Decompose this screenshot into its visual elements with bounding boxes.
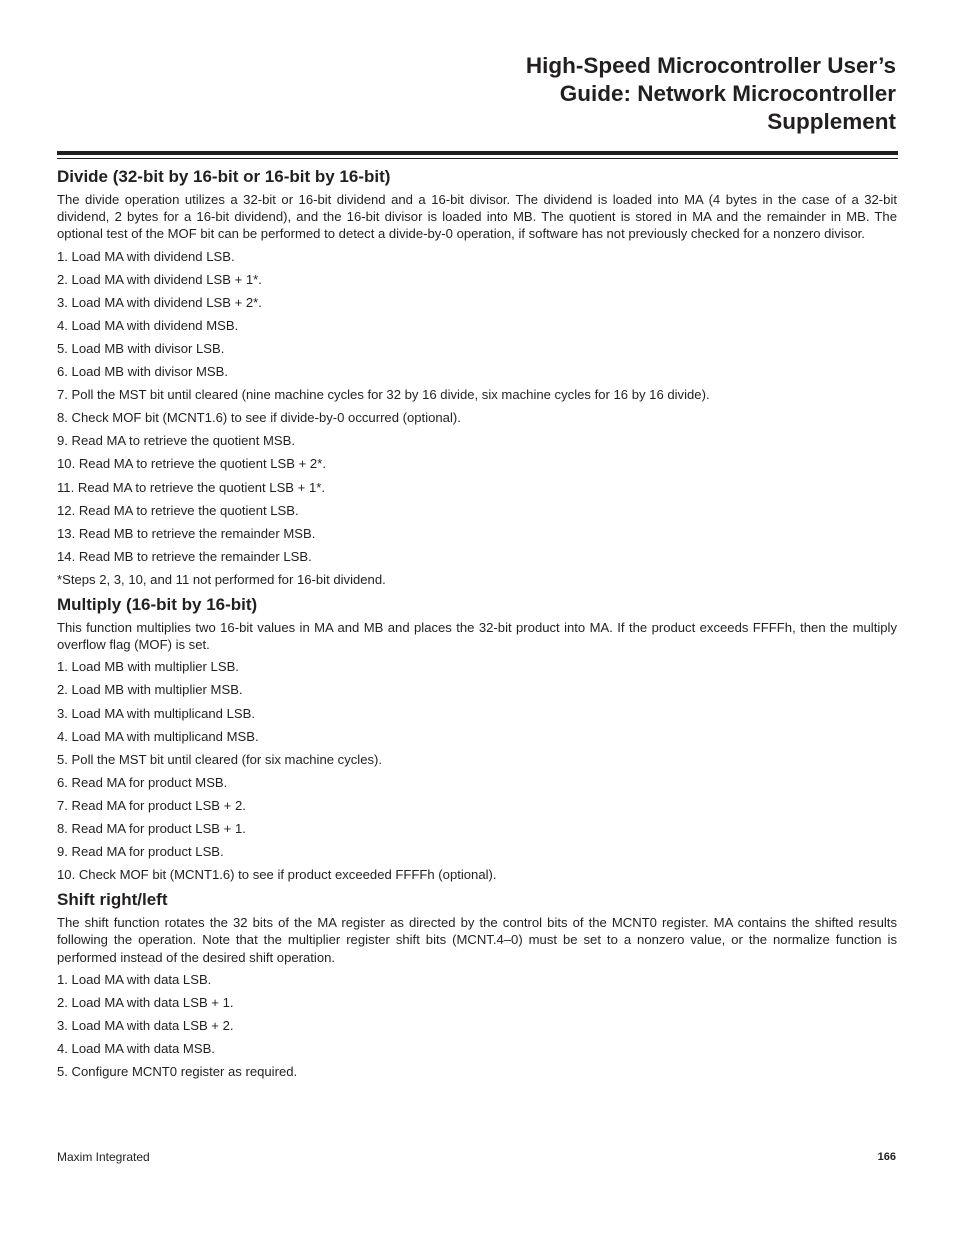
list-item: 8. Read MA for product LSB + 1. bbox=[57, 820, 246, 836]
list-item: 10. Check MOF bit (MCNT1.6) to see if product exceeded FFFFh (optional). bbox=[57, 867, 497, 883]
section-divide bbox=[57, 166, 897, 594]
list-item: 8. Check MOF bit (MCNT1.6) to see if divide-by-0 occurred (optional). bbox=[57, 410, 461, 426]
list-item: 3. Load MA with dividend LSB + 2*. bbox=[57, 294, 262, 310]
section-heading: Shift right/left bbox=[57, 890, 168, 910]
section-paragraph: The shift function rotates the 32 bits of the MA register as directed by the control bits of the MCNT0 register. MA contains the shifted results following the operation. Note that the multiplier register shift bits (MCNT.4–0) must be set to a nonzero value, or the normalize function is performed instead of the desired shift operation. bbox=[57, 915, 897, 965]
list-item: 3. Load MA with multiplicand LSB. bbox=[57, 705, 255, 721]
footer-company: Maxim Integrated bbox=[57, 1150, 150, 1164]
list-item: 9. Read MA for product LSB. bbox=[57, 844, 224, 860]
section-shift bbox=[57, 889, 897, 1086]
list-item: 5. Load MB with divisor LSB. bbox=[57, 340, 225, 356]
list-item: 4. Load MA with multiplicand MSB. bbox=[57, 728, 259, 744]
list-item: 1. Load MA with data LSB. bbox=[57, 971, 212, 987]
list-item: 2. Load MA with dividend LSB + 1*. bbox=[57, 271, 262, 287]
list-item: 3. Load MA with data LSB + 2. bbox=[57, 1018, 234, 1034]
list-item: 5. Configure MCNT0 register as required. bbox=[57, 1064, 298, 1080]
list-item: 2. Load MA with data LSB + 1. bbox=[57, 994, 234, 1010]
list-item: 14. Read MB to retrieve the remainder LSB. bbox=[57, 548, 312, 564]
list-item: 4. Load MA with dividend MSB. bbox=[57, 317, 239, 333]
list-item: 1. Load MB with multiplier LSB. bbox=[57, 659, 239, 675]
list-item: 6. Read MA for product MSB. bbox=[57, 774, 228, 790]
section-multiply bbox=[57, 594, 897, 889]
section-paragraph: The divide operation utilizes a 32-bit or 16-bit dividend and a 16-bit divisor. The dividend is loaded into MA (4 bytes in the case of a 32-bit dividend, 2 bytes for a 16-bit dividend), and the 16-bit divisor is loaded into MB. The quotient is stored in MA and the remainder in MB. The optional test of the MOF bit can be performed to detect a divide-by-0 operation, if software has not previously checked for a nonzero divisor. bbox=[57, 192, 897, 242]
page-title-line: Supplement bbox=[767, 109, 896, 134]
list-item: 5. Poll the MST bit until cleared (for six machine cycles). bbox=[57, 751, 383, 767]
section-heading: Multiply (16-bit by 16-bit) bbox=[57, 594, 258, 614]
main-content bbox=[57, 166, 897, 1086]
list-item: 1. Load MA with dividend LSB. bbox=[57, 248, 235, 264]
list-item: 13. Read MB to retrieve the remainder MSB. bbox=[57, 525, 316, 541]
section-heading: Divide (32-bit by 16-bit or 16-bit by 16-bit) bbox=[57, 167, 391, 186]
list-item: 7. Read MA for product LSB + 2. bbox=[57, 797, 246, 813]
page-title-line: Guide: Network Microcontroller bbox=[559, 81, 896, 106]
section-paragraph: This function multiplies two 16-bit values in MA and MB and places the 32-bit product into MA. If the product exceeds FFFFh, then the multiply overflow flag (MOF) is set. bbox=[57, 619, 897, 653]
list-item: 2. Load MB with multiplier MSB. bbox=[57, 682, 243, 698]
list-item: 10. Read MA to retrieve the quotient LSB + 2*. bbox=[57, 456, 326, 472]
list-item: 6. Load MB with divisor MSB. bbox=[57, 364, 229, 380]
list-item: 4. Load MA with data MSB. bbox=[57, 1041, 215, 1057]
footnote: *Steps 2, 3, 10, and 11 not performed for 16-bit dividend. bbox=[57, 571, 386, 587]
list-item: 11. Read MA to retrieve the quotient LSB + 1*. bbox=[57, 479, 325, 495]
list-item: 7. Poll the MST bit until cleared (nine machine cycles for 32 by 16 divide, six machine cycles for 16 by 16 divide). bbox=[57, 387, 710, 403]
header-divider-thin bbox=[57, 158, 898, 159]
page-number: 166 bbox=[877, 1151, 896, 1163]
list-item: 12. Read MA to retrieve the quotient LSB. bbox=[57, 502, 299, 518]
header-divider-thick bbox=[57, 151, 898, 155]
page-title bbox=[296, 52, 896, 136]
page-title-line: High-Speed Microcontroller User’s bbox=[525, 53, 896, 78]
list-item: 9. Read MA to retrieve the quotient MSB. bbox=[57, 433, 295, 449]
